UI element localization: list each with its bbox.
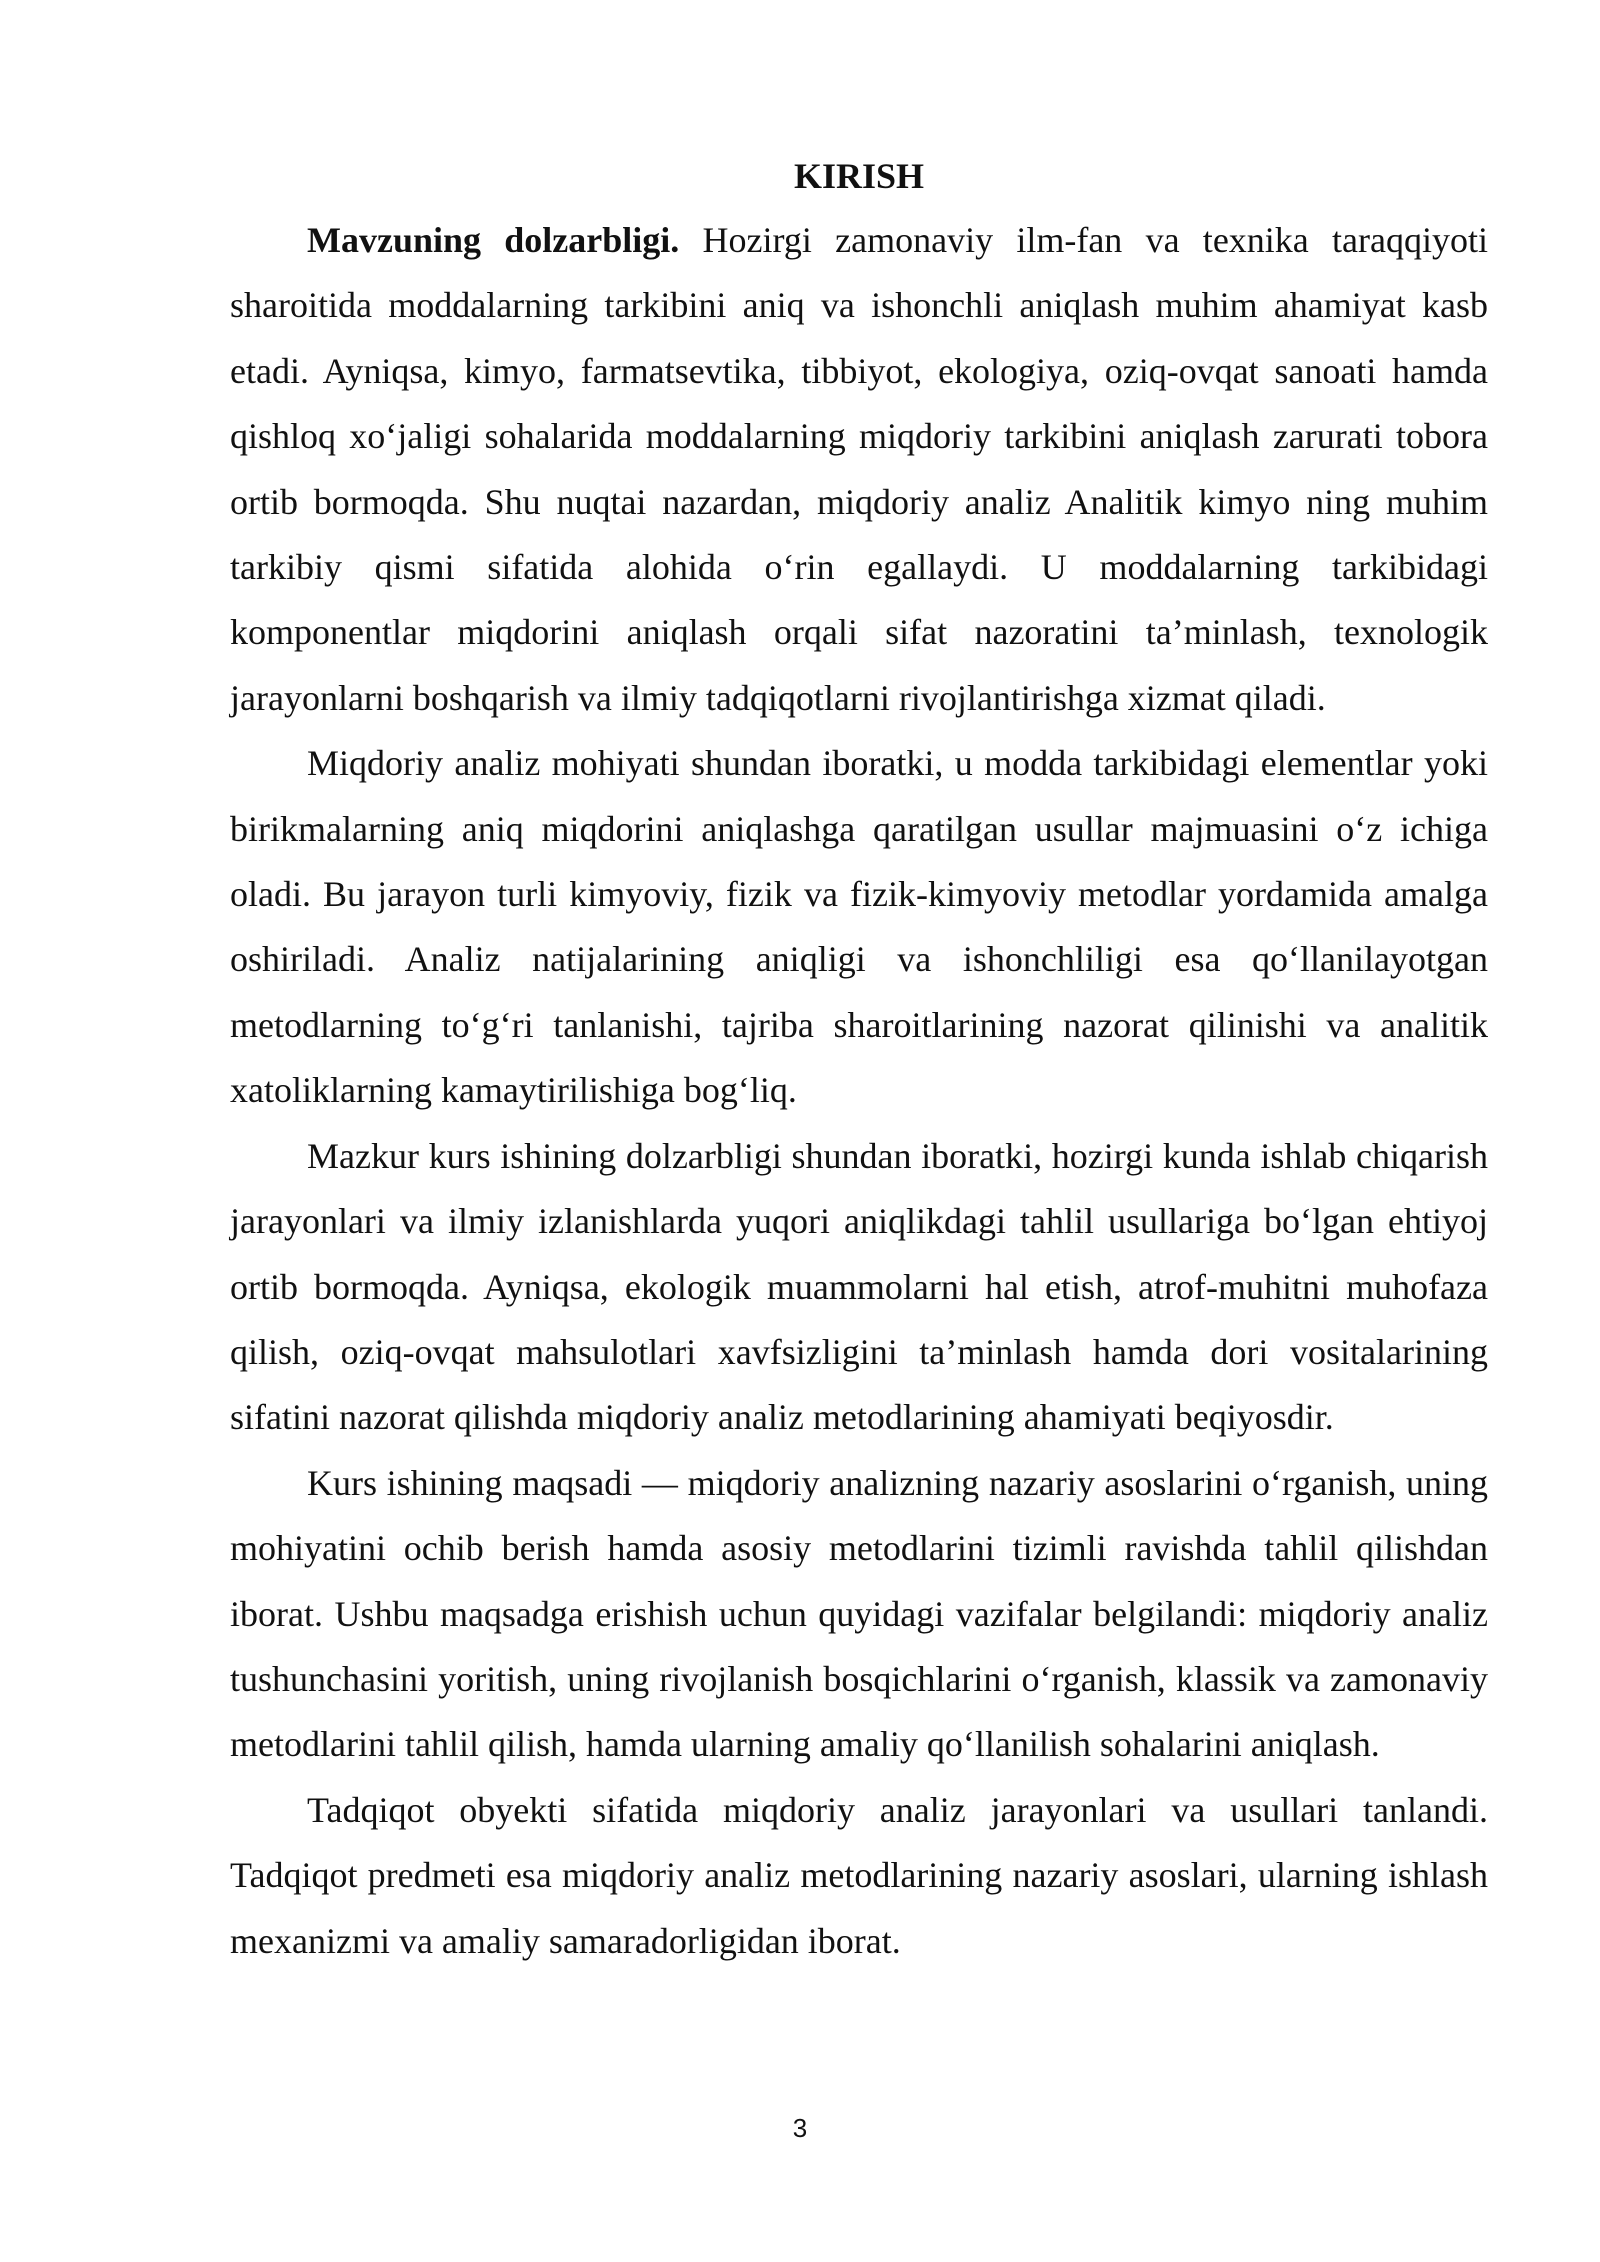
paragraph-relevance [230,208,1488,731]
section-title: KIRISH [793,156,925,196]
page-number: 3 [792,2113,808,2143]
paragraph-course-relevance: Mazkur kurs ishining dolzarbligi shundan iboratki, hozirgi kunda ishlab chiqarish jarayonlari va ilmiy izlanishlarda yuqori aniqlikdagi tahlil usullariga bo‘lgan ehtiyoj ortib bormoqda. Ayniqsa, ekologik muammolarni hal etish, atrof-muhitni muhofaza qilish, oziq-ovqat mahsulotlari xavfsizligini ta’minlash hamda dori vositalarining sifatini nazorat qilishda miqdoriy analiz metodlarining ahamiyati beqiyosdir. [230,1135,1488,1438]
page-content [230,146,1488,1974]
paragraph-lead-heading: Mavzuning dolzarbligi. [307,220,680,260]
paragraph-course-goal: Kurs ishining maqsadi — miqdoriy analizning nazariy asoslarini o‘rganish, uning mohiyatini ochib berish hamda asosiy metodlarini tizimli ravishda tahlil qilishdan iborat. Ushbu maqsadga erishish uchun quyidagi vazifalar belgilandi: miqdoriy analiz tushunchasini yoritish, uning rivojlanish bosqichlarini o‘rganish, klassik va zamonaviy metodlarini tahlil qilish, hamda ularning amaliy qo‘llanilish sohalarini aniqlash. [230,1462,1488,1765]
paragraph-essence: Miqdoriy analiz mohiyati shundan iboratki, u modda tarkibidagi elementlar yoki birikmalarning aniq miqdorini aniqlashga qaratilgan usullar majmuasini o‘z ichiga oladi. Bu jarayon turli kimyoviy, fizik va fizik-kimyoviy metodlar yordamida amalga oshiriladi. Analiz natijalarining aniqligi va ishonchliligi esa qo‘llanilayotgan metodlarning to‘g‘ri tanlanishi, tajriba sharoitlarining nazorat qilinishi va analitik xatoliklarning kamaytirilishiga bog‘liq. [230,743,1488,1111]
paragraph-research-object: Tadqiqot obyekti sifatida miqdoriy analiz jarayonlari va usullari tanlandi. Tadqiqot predmeti esa miqdoriy analiz metodlarining nazariy asoslari, ularning ishlash mexanizmi va amaliy samaradorligidan iborat. [230,1789,1488,1961]
paragraph-text: Hozirgi zamonaviy ilm-fan va texnika taraqqiyoti sharoitida moddalarning tarkibini aniq va ishonchli aniqlash muhim ahamiyat kasb etadi. Ayniqsa, kimyo, farmatsevtika, tibbiyot, ekologiya, oziq-ovqat sanoati hamda qishloq xo‘jaligi sohalarida moddalarning miqdoriy tarkibini aniqlash zarurati tobora ortib bormoqda. Shu nuqtai nazardan, miqdoriy analiz Analitik kimyo ning muhim tarkibiy qismi sifatida alohida o‘rin egallaydi. U moddalarning tarkibidagi komponentlar miqdorini aniqlash orqali sifat nazoratini ta’minlash, texnologik jarayonlarni boshqarish va ilmiy tadqiqotlarni rivojlantirishga xizmat qiladi. [230,220,1488,718]
